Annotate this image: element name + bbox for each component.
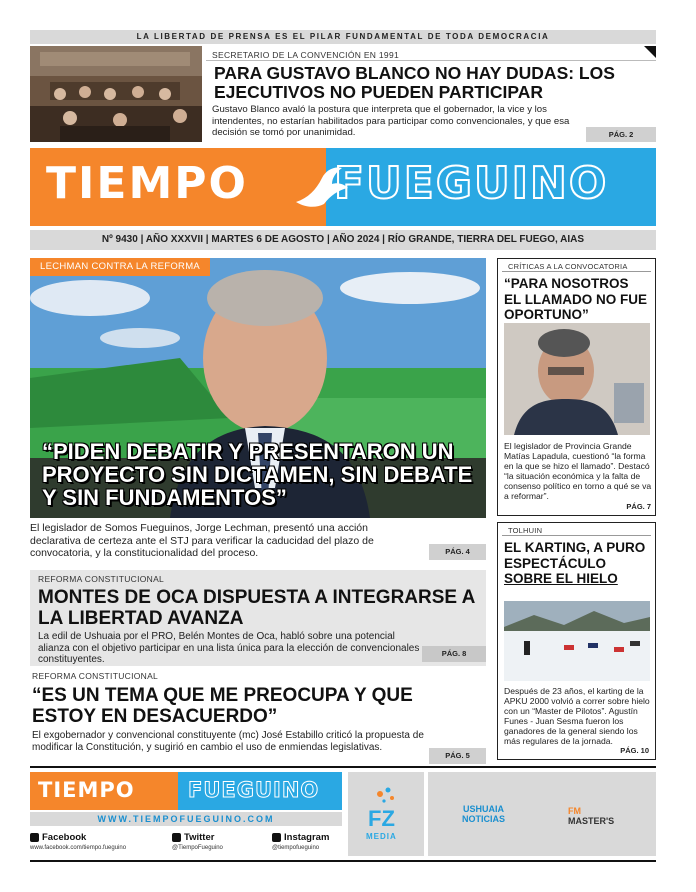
top-story-body: Gustavo Blanco avaló la postura que interpreta que el gobernador, la vice y los intendentes, no estarían habilitados para participar como convencionales, y que esa decisión se tomó por unanimidad. [212,104,570,138]
sidebar2-page: PÁG. 10 [620,746,649,755]
main-story-page: PÁG. 4 [429,544,486,560]
sidebar2-headline[interactable] [498,536,655,587]
footer-logo-word-2: FUEGUINO [188,778,320,802]
main-story-tag: LECHMAN CONTRA LA REFORMA [30,258,210,276]
website-link[interactable]: WWW.TIEMPOFUEGUINO.COM [30,812,342,826]
story3-headline[interactable]: “ES UN TEMA QUE ME PREOCUPA Y QUE ESTOY EN DESACUERDO” [32,685,413,727]
ushuaia-noticias-logo[interactable] [462,804,505,824]
facebook-link[interactable] [30,832,126,851]
story2-page: PÁG. 8 [422,646,486,662]
twitter-handle: @TiempoFueguino [172,845,223,851]
footer [30,772,656,856]
main-story-body: El legislador de Somos Fueguinos, Jorge Lechman, presentó una acción declarativa de certeza ante el STJ para verificar la caducidad del plazo de convocatoria, y la constitucionalidad del proceso. [30,522,374,559]
sidebar-story-1[interactable] [497,258,656,516]
top-story-headline[interactable]: PARA GUSTAVO BLANCO NO HAY DUDAS: LOS EJECUTIVOS NO PUEDEN PARTICIPAR [214,63,615,102]
top-story-kicker: SECRETARIO DE LA CONVENCIÓN EN 1991 [206,46,656,61]
masters-word: MASTER'S [568,816,615,826]
story2-kicker: REFORMA CONSTITUCIONAL [38,574,165,584]
sidebar2-headline-b: SOBRE EL HIELO [504,571,618,586]
sidebar-story-2[interactable] [497,522,656,760]
story3-body: El exgobernador y convencional constituyente (mc) José Estabillo criticó la propuesta de modificar la Constitución, y sugirió en cambio el uso de enmiendas legislativas. [32,730,424,753]
issue-line: Nº 9430 | AÑO XXXVII | MARTES 6 DE AGOSTO | AÑO 2024 | RÍO GRANDE, TIERRA DEL FUEGO, AIAS [30,230,656,250]
masthead-word-2: FUEGUINO [334,158,609,209]
sidebar1-headline[interactable]: “PARA NOSOTROS EL LLAMADO NO FUE OPORTUNO” [504,276,647,322]
twitter-label: Twitter [184,832,215,843]
sidebar1-body: El legislador de Provincia Grande Matías Lapadula, cuestionó “la forma en la que se hizo el llamado”. Destacó “la situación económica y la falta de consenso político en torno a qué se va a reformar”. [504,441,652,501]
masthead-logo[interactable] [30,148,656,226]
fz-media-text: MEDIA [366,832,397,841]
instagram-handle: @tiempofueguino [272,845,320,851]
bottom-divider [30,860,656,862]
instagram-label: Instagram [284,832,330,843]
story-3[interactable] [30,668,486,766]
fm-word: FM [568,806,581,816]
sidebar2-headline-a: EL KARTING, A PURO ESPECTÁCULO [504,540,646,571]
facebook-label: Facebook [42,832,87,843]
story2-body: La edil de Ushuaia por el PRO, Belén Montes de Oca, habló sobre una potencial alianza con el objetivo participar en una lista única para la elección de convencionales constituyentes. [38,631,420,665]
top-story-photo [30,46,202,142]
slogan-bar: LA LIBERTAD DE PRENSA ES EL PILAR FUNDAMENTAL DE TODA DEMOCRACIA [30,30,656,44]
masthead-word-1: TIEMPO [46,158,248,209]
twitter-icon [172,833,181,842]
instagram-icon [272,833,281,842]
story2-headline[interactable]: MONTES DE OCA DISPUESTA A INTEGRARSE A LA LIBERTAD AVANZA [38,587,475,629]
fz-dots-icon [374,784,398,804]
top-story-page: PÁG. 2 [586,127,656,142]
noticias-word: NOTICIAS [462,814,506,824]
instagram-link[interactable] [272,832,329,851]
facebook-handle: www.facebook.com/tiempo.fueguino [30,845,127,851]
sidebar1-page: PÁG. 7 [626,502,651,511]
fz-text: FZ [368,806,395,831]
sidebar2-photo [504,601,650,681]
sidebar1-kicker: CRÍTICAS A LA CONVOCATORIA [502,259,651,272]
facebook-icon [30,833,39,842]
fz-media-logo[interactable] [348,772,424,856]
partners-panel [428,772,656,856]
sidebar2-kicker: TOLHUIN [502,523,651,536]
footer-logo[interactable] [30,772,342,810]
corner-fold [644,46,656,58]
main-story-headline[interactable]: “PIDEN DEBATIR Y PRESENTARON UN PROYECTO SIN DICTAMEN, SIN DEBATE Y SIN FUNDAMENTOS” [42,439,473,510]
story-2[interactable] [30,570,486,666]
footer-divider [30,766,656,768]
sidebar2-body: Después de 23 años, el karting de la APKU 2000 volvió a correr sobre hielo con un “Master de Pilotos”. Agustín Funes - Juan Sesma fueron los ganadores de la general siendo los más regulares de la jornada. [504,686,650,746]
fm-masters-logo[interactable] [568,806,614,826]
ushuaia-word: USHUAIA [463,804,505,814]
footer-logo-word-1: TIEMPO [38,778,135,802]
story3-kicker: REFORMA CONSTITUCIONAL [32,671,159,681]
story3-page: PÁG. 5 [429,748,486,764]
sidebar1-photo [504,323,650,435]
twitter-link[interactable] [172,832,223,851]
